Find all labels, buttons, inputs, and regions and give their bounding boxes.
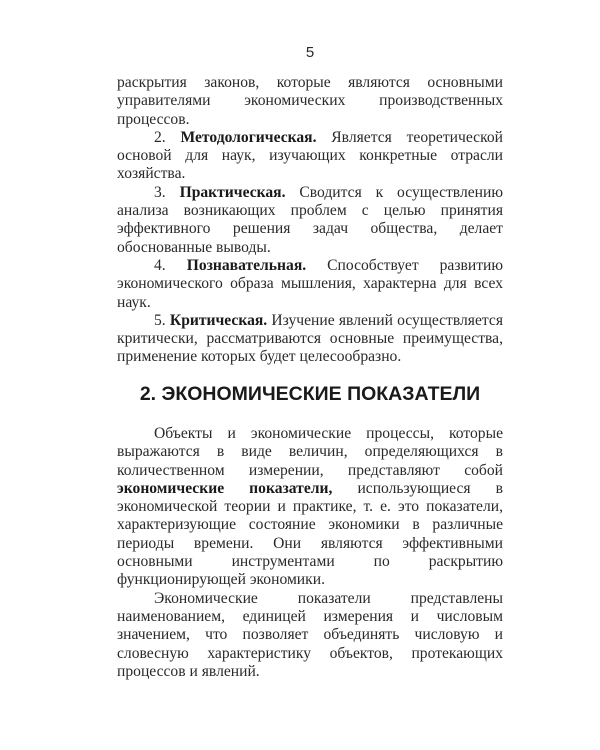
text-segment: 5. [154,311,170,329]
text-segment: основными инструментами по раскрытию [117,553,503,571]
text-line [117,275,503,293]
text-line [117,535,503,553]
text-line [117,462,503,480]
text-segment: управителями экономических производственных [117,92,503,110]
text-line [117,498,503,516]
text-line [117,425,503,443]
text-block-indicators [117,425,503,681]
text-segment: периоды времени. Они являются эффективными [117,534,503,552]
text-segment: процессов и явлений. [117,662,260,680]
text-segment: 2. [154,128,181,146]
text-line [117,663,503,681]
bold-term: Практическая. [179,183,286,201]
text-segment: применение которых будет целесообразно. [117,348,402,366]
text-segment: количественном измерении, представляют собой [117,461,503,479]
text-segment: характеризующие состояние экономики в различные [117,516,503,534]
text-segment: наук. [117,293,151,311]
text-line [117,111,503,129]
text-line [117,330,503,348]
text-line [117,571,503,589]
text-line [117,220,503,238]
text-segment: обоснованные выводы. [117,238,271,256]
bold-term: экономические показатели, [117,479,333,497]
bold-term: Методологическая. [180,128,317,146]
text-line [117,312,503,330]
text-line [117,184,503,202]
text-segment: экономической теории и практике, т. е. это показатели, [117,498,503,516]
bold-term: Познавательная. [186,256,307,274]
text-segment: 3. [154,183,180,201]
text-line [117,257,503,275]
text-segment: Является теоретической [316,128,503,146]
text-line [117,516,503,534]
text-segment: хозяйства. [117,165,186,183]
text-line [117,165,503,183]
text-line [117,239,503,257]
text-line [117,147,503,165]
text-line [117,553,503,571]
text-segment: раскрытия законов, которые являются основными [117,74,503,91]
text-segment: словесную характеристику объектов, протекающих [117,644,503,662]
text-line [117,129,503,147]
text-segment: анализа возникающих проблем с целью принятия [117,202,503,220]
text-line [117,590,503,608]
text-line [117,348,503,366]
text-line [117,202,503,220]
text-segment: Способствует развитию [306,256,504,274]
text-segment: 4. [154,256,187,274]
text-segment: основой для наук, изучающих конкретные отрасли [117,147,503,165]
text-block-functions [117,74,503,367]
bold-term: Критическая. [169,311,268,329]
text-line [117,294,503,312]
text-segment: Изучение явлений осуществляется [267,311,503,329]
text-segment: функционирующей экономики. [117,571,325,589]
text-segment: экономического образа мышления, характерна для всех [117,275,503,293]
text-line [117,645,503,663]
text-segment: значением, что позволяет объединять числовую и [117,626,503,644]
text-segment: наименованием, единицей измерения и числовым [117,607,503,625]
text-line [117,608,503,626]
text-segment: эффективного решения задач общества, делает [117,220,503,238]
text-segment: процессов. [117,110,190,128]
text-segment: Сводится к осуществлению [285,183,503,201]
text-line [117,626,503,644]
section-heading: 2. ЭКОНОМИЧЕСКИЕ ПОКАЗАТЕЛИ [139,383,481,405]
text-segment: использующиеся в [332,479,503,497]
text-segment: Экономические показатели представлены [154,589,503,607]
text-line [117,480,503,498]
text-line [117,92,503,110]
text-segment: Объекты и экономические процессы, которые [154,425,503,442]
text-segment: выражаются в виде величин, определяющихся в [117,443,503,461]
text-segment: критически, рассматриваются основные преимущества, [117,330,503,348]
text-line [117,443,503,461]
text-line [117,74,503,92]
page-number: 5 [305,44,315,61]
